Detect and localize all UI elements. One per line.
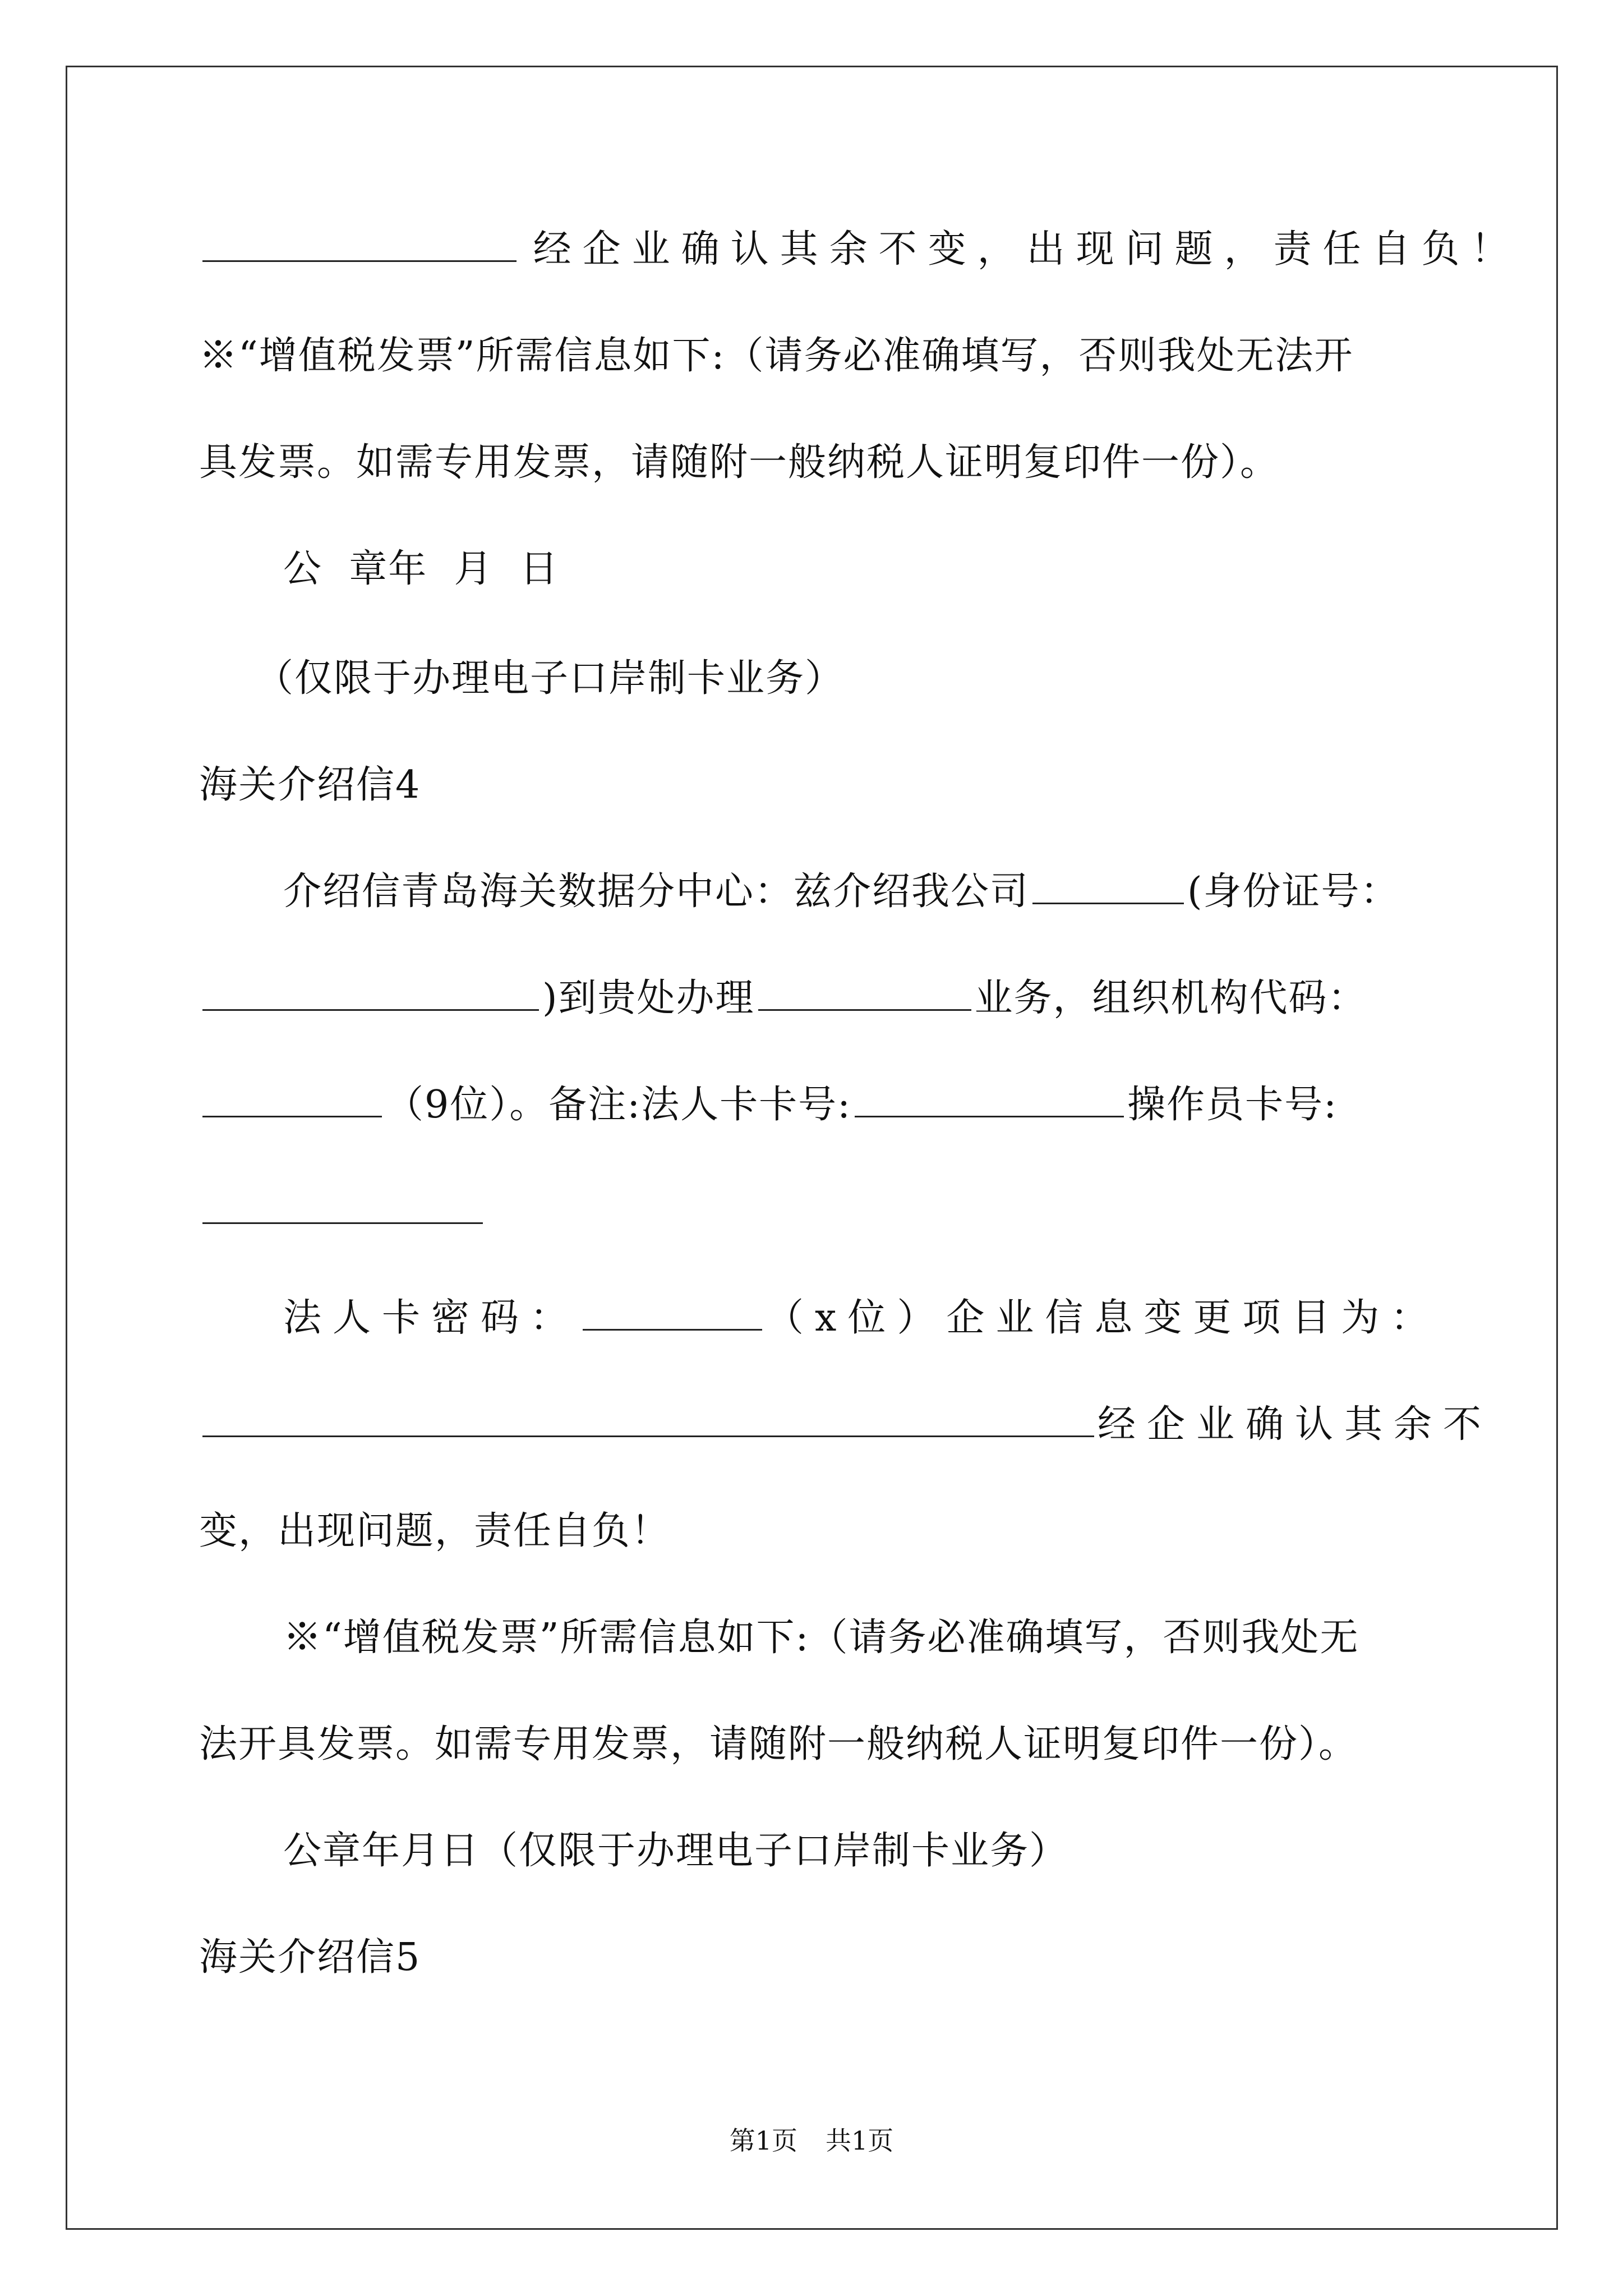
- paragraph-line: [199, 970, 1424, 1027]
- blank-field: [202, 1188, 483, 1224]
- text: （x位）企业信息变更项目为：: [766, 1296, 1440, 1340]
- text: 业务，组织机构代码：: [974, 976, 1367, 1020]
- text: （9位）。备注:法人卡卡号:: [385, 1083, 852, 1127]
- page-number: 第1页: [729, 2125, 797, 2156]
- paragraph-line: [199, 1397, 1493, 1453]
- paragraph-line: ※“增值税发票”所需信息如下:（请务必准确填写，否则我处无法开: [199, 334, 1354, 378]
- section-heading: 海关介绍信5: [199, 1935, 421, 1980]
- blank-field: [758, 974, 971, 1011]
- text: )到贵处办理: [542, 976, 755, 1020]
- blank-field: [202, 1081, 382, 1117]
- text: (身份证号：: [1187, 869, 1400, 914]
- paragraph-line: 公章年月日（仅限于办理电子口岸制卡业务）: [283, 1829, 1069, 1873]
- section-heading: 海关介绍信4: [199, 763, 421, 807]
- paragraph-line: [199, 1184, 1424, 1240]
- page-footer: [0, 2120, 1623, 2157]
- paragraph-line: （仅限于办理电子口岸制卡业务）: [255, 656, 845, 701]
- paragraph-line: ※“增值税发票”所需信息如下:（请务必准确填写，否则我处无: [283, 1616, 1359, 1660]
- blank-field: [583, 1294, 762, 1331]
- seal-date-line: 公 章年 月 日: [283, 547, 559, 591]
- blank-field: [1032, 868, 1184, 904]
- paragraph-line: [199, 222, 1520, 278]
- blank-field: [855, 1081, 1124, 1117]
- paragraph-line: [199, 1077, 1424, 1133]
- paragraph-line: [283, 1290, 1440, 1346]
- page-border: [66, 66, 1558, 2230]
- blank-field: [202, 1401, 1094, 1437]
- paragraph-line: 法开具发票。如需专用发票，请随附一般纳税人证明复印件一份）。: [199, 1722, 1358, 1766]
- text: 法人卡密码：: [283, 1296, 580, 1340]
- paragraph-line: 变，出现问题，责任自负！: [199, 1509, 671, 1553]
- text: 经企业确认其余不: [1098, 1402, 1493, 1447]
- text: 经企业确认其余不变，出现问题，责任自负！: [533, 227, 1520, 272]
- blank-field: [202, 974, 539, 1011]
- text: 介绍信青岛海关数据分中心：兹介绍我公司: [283, 869, 1030, 914]
- page-total: 共1页: [826, 2125, 894, 2156]
- text: 操作员卡号:: [1127, 1083, 1338, 1127]
- paragraph-line: [283, 864, 1424, 920]
- blank-field: [202, 226, 517, 262]
- paragraph-line: 具发票。如需专用发票，请随附一般纳税人证明复印件一份）。: [199, 440, 1280, 485]
